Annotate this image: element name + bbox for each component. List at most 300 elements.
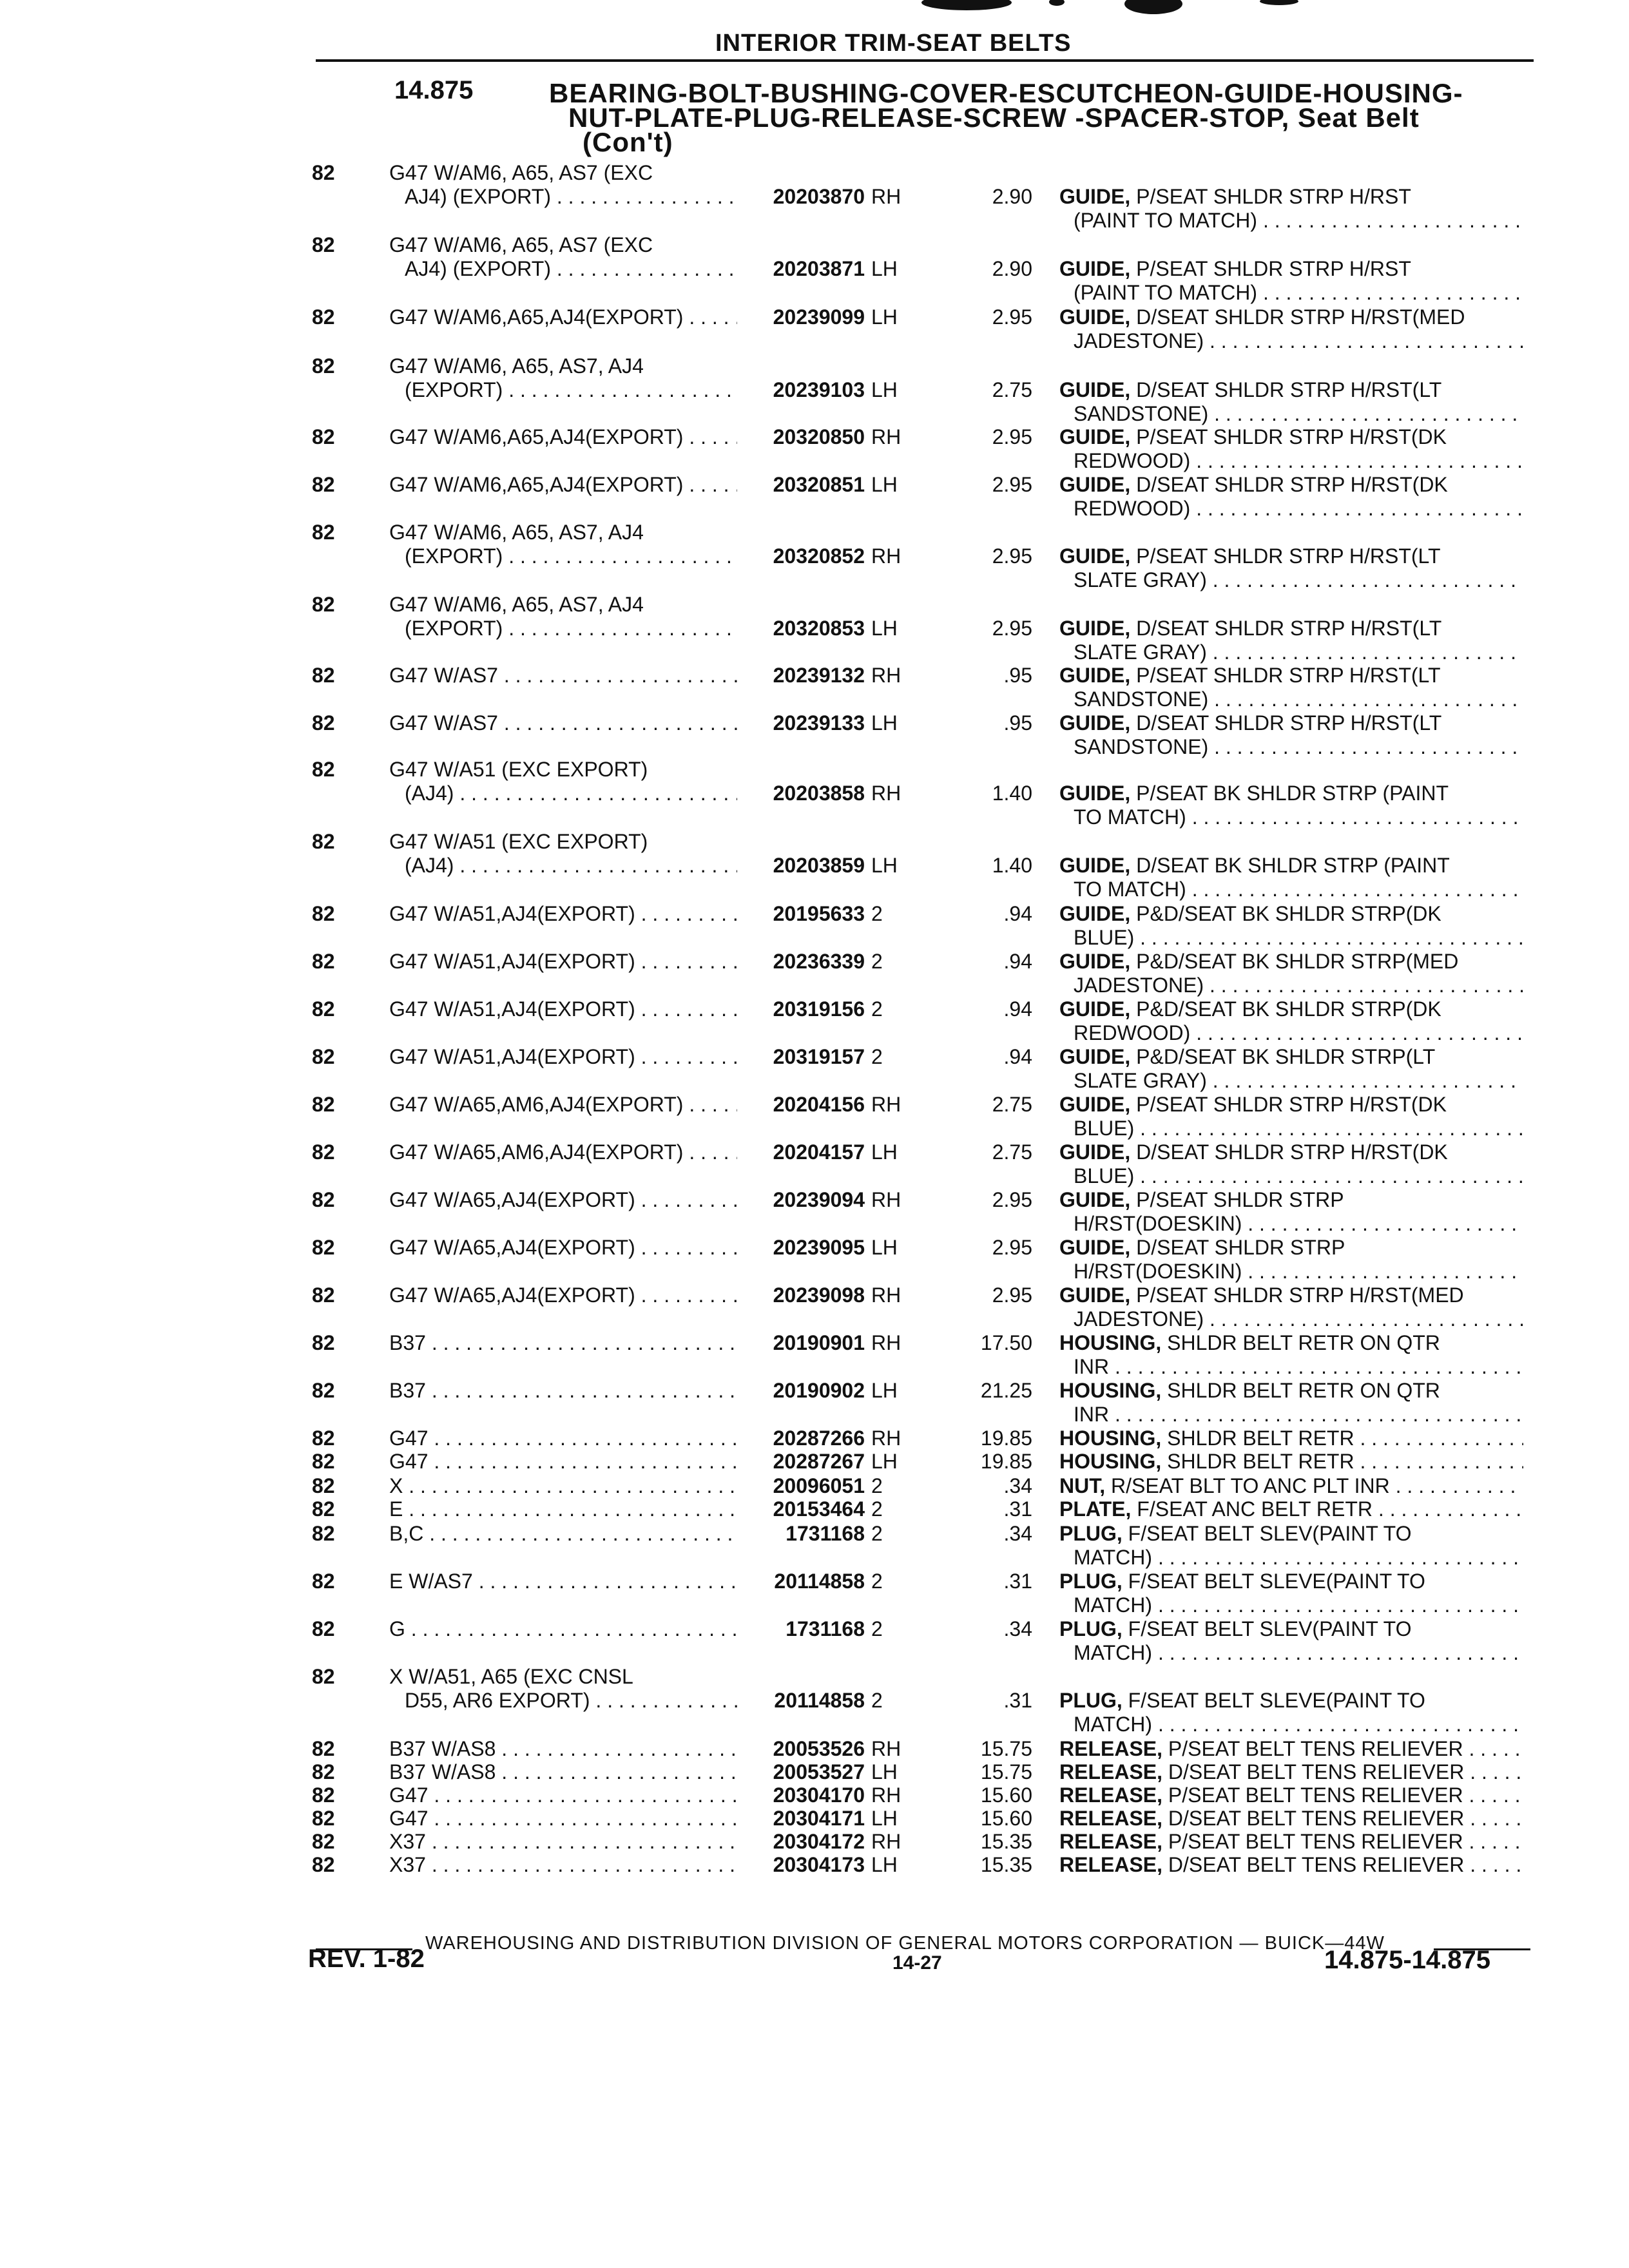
price: 19.85 (980, 1450, 1032, 1473)
quantity: 2 (871, 950, 883, 973)
usage-line1: G47 W/AS7 . . . (389, 711, 737, 735)
model-year: 82 (312, 425, 335, 448)
price: 2.90 (992, 257, 1032, 280)
price: 2.75 (992, 378, 1032, 401)
part-number: 20320853 (773, 617, 865, 640)
description-keyword: GUIDE, (1059, 617, 1131, 640)
quantity: LH (871, 854, 898, 877)
description (1059, 1522, 1523, 1570)
price: 2.95 (992, 544, 1032, 568)
description-line1 (1059, 305, 1523, 329)
part-number: 20114858 (774, 1689, 865, 1712)
table-row (0, 233, 1629, 304)
usage-text (389, 830, 737, 878)
model-year: 82 (312, 354, 335, 378)
description-line2: (PAINT TO MATCH) . . . (1059, 281, 1523, 305)
description (1059, 997, 1523, 1045)
price: .94 (1003, 950, 1032, 973)
quantity: RH (871, 1093, 901, 1116)
table-row (0, 950, 1629, 1001)
description-text: D/SEAT SHLDR STRP H/RST(MED (1130, 305, 1465, 329)
description-text: F/SEAT BELT SLEV(PAINT TO (1122, 1617, 1412, 1640)
usage-line1: G47 . . . (389, 1783, 737, 1807)
part-number: 20239094 (773, 1188, 865, 1211)
description (1059, 1783, 1523, 1807)
price: 2.95 (992, 473, 1032, 496)
usage-text (389, 305, 737, 329)
usage-text (389, 1379, 737, 1403)
usage-text (389, 1331, 737, 1355)
description-keyword: GUIDE, (1059, 711, 1131, 735)
part-number: 20053526 (773, 1737, 865, 1760)
description-text: P/SEAT SHLDR STRP H/RST(LT (1130, 544, 1441, 568)
quantity: 2 (871, 1474, 883, 1497)
description-line2: H/RST(DOESKIN) . . . (1059, 1212, 1523, 1236)
model-year: 82 (312, 1522, 335, 1545)
part-number: 20053527 (773, 1760, 865, 1783)
table-row (0, 1093, 1629, 1144)
usage-line2: (EXPORT) . . . (389, 617, 737, 640)
part-number: 20304171 (773, 1807, 865, 1830)
model-year: 82 (312, 1665, 335, 1688)
usage-line1: G47 W/A51,AJ4(EXPORT) . . . (389, 950, 737, 974)
description-line1 (1059, 997, 1523, 1021)
price: .94 (1003, 902, 1032, 925)
table-row (0, 1283, 1629, 1335)
usage-line1: B37 . . . (389, 1379, 737, 1403)
usage-line2: (AJ4) . . . (389, 854, 737, 878)
description-line1 (1059, 1427, 1523, 1450)
description (1059, 1617, 1523, 1665)
price: .95 (1003, 711, 1032, 735)
usage-text (389, 1853, 737, 1877)
usage-text (389, 664, 737, 687)
table-row (0, 830, 1629, 901)
description-keyword: GUIDE, (1059, 257, 1131, 280)
usage-text (389, 161, 737, 209)
part-number: 20203871 (773, 257, 865, 280)
description (1059, 1045, 1523, 1093)
description-line1 (1059, 1737, 1523, 1761)
description-keyword: PLUG, (1059, 1617, 1123, 1640)
quantity: LH (871, 1236, 898, 1259)
description-text: D/SEAT BK SHLDR STRP (PAINT (1130, 854, 1450, 877)
model-year: 82 (312, 830, 335, 853)
part-number: 20114858 (774, 1570, 865, 1593)
part-number: 20304170 (773, 1783, 865, 1807)
model-year: 82 (312, 593, 335, 616)
description-keyword: RELEASE, (1059, 1830, 1163, 1853)
description-text: D/SEAT SHLDR STRP H/RST(LT (1130, 378, 1442, 401)
usage-line1: B37 . . . (389, 1331, 737, 1355)
description-text: D/SEAT BELT TENS RELIEVER (1162, 1807, 1465, 1830)
usage-text (389, 1045, 737, 1069)
model-year: 82 (312, 1570, 335, 1593)
usage-line1: G47 W/AM6,A65,AJ4(EXPORT) . . . (389, 305, 737, 329)
description (1059, 257, 1523, 305)
description-text: P/SEAT SHLDR STRP (1130, 1188, 1344, 1211)
usage-text (389, 1783, 737, 1807)
table-row (0, 1853, 1629, 1905)
description-line2: SANDSTONE) . . . (1059, 735, 1523, 759)
usage-text (389, 593, 737, 640)
description-keyword: RELEASE, (1059, 1783, 1163, 1807)
table-row (0, 473, 1629, 524)
section-title-line1: BEARING-BOLT-BUSHING-COVER-ESCUTCHEON-GUIDE-HOUSING- (549, 78, 1463, 108)
description (1059, 782, 1523, 829)
usage-line1: G47 W/A51 (EXC EXPORT) (389, 830, 648, 853)
part-number: 20195633 (773, 902, 865, 925)
description-text: P/SEAT BELT TENS RELIEVER (1162, 1783, 1463, 1807)
price: .31 (1003, 1689, 1032, 1712)
description-line2: MATCH) . . . (1059, 1713, 1523, 1736)
price: 2.90 (992, 185, 1032, 208)
part-number: 20319156 (773, 997, 865, 1021)
usage-line1: B,C . . . (389, 1522, 737, 1546)
usage-line2: D55, AR6 EXPORT) . . . (389, 1689, 737, 1713)
description-line1 (1059, 473, 1523, 497)
description-line2: BLUE) . . . (1059, 926, 1523, 950)
description-keyword: GUIDE, (1059, 1045, 1131, 1068)
usage-line1: G47 W/AM6,A65,AJ4(EXPORT) . . . (389, 473, 737, 497)
quantity: 2 (871, 1497, 883, 1521)
part-number: 20239095 (773, 1236, 865, 1259)
description-line1 (1059, 185, 1523, 209)
price: 15.75 (980, 1737, 1032, 1760)
usage-text (389, 1450, 737, 1474)
description-line2: BLUE) . . . (1059, 1164, 1523, 1188)
usage-text (389, 1093, 737, 1117)
description-line2: MATCH) . . . (1059, 1641, 1523, 1665)
description-text: D/SEAT BELT TENS RELIEVER (1162, 1760, 1465, 1783)
usage-line1: G47 W/AM6, A65, AS7, AJ4 (389, 521, 644, 544)
description-line1 (1059, 950, 1523, 974)
description-keyword: HOUSING, (1059, 1331, 1162, 1354)
price: 2.95 (992, 1236, 1032, 1259)
description (1059, 1283, 1523, 1331)
description (1059, 305, 1523, 353)
description-line1 (1059, 1830, 1523, 1854)
description-line1 (1059, 257, 1523, 281)
usage-line1: G47 W/A51,AJ4(EXPORT) . . . (389, 902, 737, 926)
usage-line1: G47 . . . (389, 1807, 737, 1831)
description (1059, 617, 1523, 664)
model-year: 82 (312, 1236, 335, 1259)
usage-text (389, 997, 737, 1021)
part-number: 20239132 (773, 664, 865, 687)
description-keyword: GUIDE, (1059, 1093, 1131, 1116)
quantity: 2 (871, 1522, 883, 1545)
quantity: 2 (871, 1570, 883, 1593)
usage-line1: G47 W/AM6, A65, AS7 (EXC (389, 161, 653, 184)
table-row (0, 1617, 1629, 1669)
description-line2: TO MATCH) . . . (1059, 878, 1523, 901)
table-row (0, 664, 1629, 715)
description-line1 (1059, 1093, 1523, 1117)
usage-line1: G47 W/A51,AJ4(EXPORT) . . . (389, 997, 737, 1021)
model-year: 82 (312, 233, 335, 256)
description-line2: JADESTONE) . . . (1059, 329, 1523, 353)
usage-line1: G47 W/AM6, A65, AS7, AJ4 (389, 593, 644, 616)
quantity: RH (871, 425, 901, 448)
usage-text (389, 425, 737, 449)
part-number: 20320850 (773, 425, 865, 448)
usage-line1: G47 . . . (389, 1450, 737, 1474)
description-keyword: RELEASE, (1059, 1737, 1163, 1760)
usage-text (389, 1474, 737, 1498)
description-keyword: PLATE, (1059, 1497, 1132, 1521)
description-line2: MATCH) . . . (1059, 1593, 1523, 1617)
quantity: RH (871, 1830, 901, 1853)
price: 19.85 (980, 1427, 1032, 1450)
description-text: F/SEAT BELT SLEVE(PAINT TO (1122, 1570, 1425, 1593)
part-number: 20239099 (773, 305, 865, 329)
description-text: F/SEAT BELT SLEVE(PAINT TO (1122, 1689, 1425, 1712)
model-year: 82 (312, 521, 335, 544)
description-line1 (1059, 1379, 1523, 1403)
description-line2: (PAINT TO MATCH) . . . (1059, 209, 1523, 233)
description-text: D/SEAT SHLDR STRP H/RST(DK (1130, 1140, 1448, 1164)
description-keyword: GUIDE, (1059, 950, 1131, 973)
quantity: RH (871, 1427, 901, 1450)
description (1059, 1427, 1523, 1450)
model-year: 82 (312, 711, 335, 735)
usage-line1: E W/AS7 . . . (389, 1570, 737, 1593)
part-number: 20319157 (773, 1045, 865, 1068)
table-row (0, 997, 1629, 1049)
part-number: 1731168 (786, 1522, 865, 1545)
footer-line: WAREHOUSING AND DISTRIBUTION DIVISION OF GENERAL MOTORS CORPORATION — BUICK—44W (425, 1933, 1385, 1954)
description-keyword: NUT, (1059, 1474, 1106, 1497)
part-number: 20190902 (773, 1379, 865, 1402)
usage-line1: G47 W/A65,AM6,AJ4(EXPORT) . . . (389, 1140, 737, 1164)
description-text: P/SEAT SHLDR STRP H/RST (1130, 185, 1411, 208)
description-line1 (1059, 1783, 1523, 1807)
description-line2: SANDSTONE) . . . (1059, 402, 1523, 426)
description-line1 (1059, 1853, 1523, 1877)
quantity: LH (871, 1379, 898, 1402)
description-text: P&D/SEAT BK SHLDR STRP(LT (1130, 1045, 1436, 1068)
section-title-line3: (Con't) (583, 127, 673, 157)
part-number: 20190901 (773, 1331, 865, 1354)
description-line2: MATCH) . . . (1059, 1546, 1523, 1570)
table-row (0, 1236, 1629, 1287)
description-text: F/SEAT ANC BELT RETR (1131, 1497, 1373, 1521)
price: 15.60 (980, 1807, 1032, 1830)
usage-line1: X37 . . . (389, 1830, 737, 1854)
description (1059, 1807, 1523, 1831)
description-keyword: PLUG, (1059, 1689, 1123, 1712)
description-text: P/SEAT SHLDR STRP H/RST(DK (1130, 1093, 1447, 1116)
table-row (0, 1570, 1629, 1621)
description-keyword: RELEASE, (1059, 1760, 1163, 1783)
usage-line2: (AJ4) . . . (389, 782, 737, 805)
description-line1 (1059, 1283, 1523, 1307)
quantity: LH (871, 1760, 898, 1783)
usage-line1: B37 W/AS8 . . . (389, 1760, 737, 1784)
price: 15.60 (980, 1783, 1032, 1807)
part-number: 20236339 (773, 950, 865, 973)
section-range: 14.875-14.875 (1324, 1946, 1491, 1974)
description-keyword: GUIDE, (1059, 664, 1131, 687)
description-line1 (1059, 1570, 1523, 1593)
description-line2: REDWOOD) . . . (1059, 497, 1523, 521)
price: 2.75 (992, 1093, 1032, 1116)
model-year: 82 (312, 305, 335, 329)
part-number: 20203858 (773, 782, 865, 805)
usage-text (389, 1830, 737, 1854)
description-keyword: GUIDE, (1059, 185, 1131, 208)
table-row (0, 425, 1629, 477)
quantity: RH (871, 664, 901, 687)
price: 15.35 (980, 1853, 1032, 1876)
usage-text (389, 1570, 737, 1593)
description-text: P/SEAT BK SHLDR STRP (PAINT (1130, 782, 1449, 805)
usage-text (389, 902, 737, 926)
description (1059, 425, 1523, 473)
description (1059, 1188, 1523, 1236)
price: 2.75 (992, 1140, 1032, 1164)
part-number: 20239103 (773, 378, 865, 401)
description (1059, 1140, 1523, 1188)
quantity: LH (871, 1853, 898, 1876)
page-number: 14-27 (892, 1952, 942, 1974)
description-text: D/SEAT BELT TENS RELIEVER (1162, 1853, 1465, 1876)
usage-text (389, 473, 737, 497)
description-line2: INR . . . (1059, 1355, 1523, 1379)
description-text: SHLDR BELT RETR (1161, 1427, 1354, 1450)
part-number: 20239133 (773, 711, 865, 735)
usage-text (389, 354, 737, 402)
model-year: 82 (312, 1760, 335, 1783)
usage-line1: G47 W/A65,AJ4(EXPORT) . . . (389, 1283, 737, 1307)
model-year: 82 (312, 1853, 335, 1876)
quantity: LH (871, 473, 898, 496)
description-line2: SLATE GRAY) . . . (1059, 1069, 1523, 1093)
description (1059, 1830, 1523, 1854)
usage-line1: G47 W/A51,AJ4(EXPORT) . . . (389, 1045, 737, 1069)
quantity: RH (871, 1737, 901, 1760)
price: .31 (1003, 1497, 1032, 1521)
model-year: 82 (312, 1617, 335, 1640)
description (1059, 902, 1523, 950)
quantity: RH (871, 1783, 901, 1807)
part-number: 20304173 (773, 1853, 865, 1876)
description-line2: JADESTONE) . . . (1059, 974, 1523, 997)
description (1059, 1474, 1523, 1498)
model-year: 82 (312, 1379, 335, 1402)
description-line2: BLUE) . . . (1059, 1117, 1523, 1140)
description (1059, 544, 1523, 592)
price: .34 (1003, 1617, 1032, 1640)
description-text: SHLDR BELT RETR ON QTR (1161, 1331, 1440, 1354)
price: 17.50 (980, 1331, 1032, 1354)
description-text: P&D/SEAT BK SHLDR STRP(DK (1130, 997, 1441, 1021)
description-keyword: GUIDE, (1059, 544, 1131, 568)
description-text: P&D/SEAT BK SHLDR STRP(DK (1130, 902, 1441, 925)
usage-text (389, 1617, 737, 1641)
model-year: 82 (312, 161, 335, 184)
usage-line1: G47 W/AS7 . . . (389, 664, 737, 687)
description-line1 (1059, 1522, 1523, 1546)
price: 2.95 (992, 1283, 1032, 1307)
price: .34 (1003, 1474, 1032, 1497)
description-text: P/SEAT SHLDR STRP H/RST(MED (1130, 1283, 1464, 1307)
description (1059, 1236, 1523, 1283)
usage-line2: AJ4) (EXPORT) . . . (389, 257, 737, 281)
section-title-suffix: Seat Belt (1289, 102, 1420, 133)
part-number: 20153464 (773, 1497, 865, 1521)
description-line1 (1059, 1140, 1523, 1164)
part-number: 20287267 (773, 1450, 865, 1473)
quantity: 2 (871, 902, 883, 925)
description-text: P/SEAT BELT TENS RELIEVER (1162, 1830, 1463, 1853)
part-number: 20320852 (773, 544, 865, 568)
description (1059, 854, 1523, 901)
quantity: 2 (871, 997, 883, 1021)
model-year: 82 (312, 1830, 335, 1853)
description-keyword: GUIDE, (1059, 1283, 1131, 1307)
table-row (0, 521, 1629, 591)
quantity: RH (871, 1188, 901, 1211)
description-text: SHLDR BELT RETR (1161, 1450, 1354, 1473)
usage-line1: G47 . . . (389, 1427, 737, 1450)
usage-line1: G47 W/AM6, A65, AS7, AJ4 (389, 354, 644, 378)
description-line2: REDWOOD) . . . (1059, 449, 1523, 473)
table-row (0, 1522, 1629, 1573)
description (1059, 1737, 1523, 1761)
description-line2: SANDSTONE) . . . (1059, 687, 1523, 711)
usage-text (389, 758, 737, 805)
description-text: P&D/SEAT BK SHLDR STRP(MED (1130, 950, 1459, 973)
description-keyword: GUIDE, (1059, 782, 1131, 805)
description-keyword: HOUSING, (1059, 1379, 1162, 1402)
description-keyword: PLUG, (1059, 1522, 1123, 1545)
description-text: D/SEAT SHLDR STRP H/RST(LT (1130, 711, 1442, 735)
description-line1 (1059, 1450, 1523, 1474)
quantity: RH (871, 185, 901, 208)
description-keyword: GUIDE, (1059, 902, 1131, 925)
part-number: 20096051 (773, 1474, 865, 1497)
table-row (0, 305, 1629, 357)
model-year: 82 (312, 1093, 335, 1116)
quantity: LH (871, 617, 898, 640)
section-number: 14.875 (394, 76, 474, 104)
description-text: D/SEAT SHLDR STRP H/RST(LT (1130, 617, 1442, 640)
model-year: 82 (312, 1450, 335, 1473)
model-year: 82 (312, 473, 335, 496)
usage-line1: G47 W/A65,AJ4(EXPORT) . . . (389, 1188, 737, 1212)
price: .94 (1003, 1045, 1032, 1068)
quantity: LH (871, 257, 898, 280)
usage-line2: (EXPORT) . . . (389, 378, 737, 402)
description-text: D/SEAT SHLDR STRP H/RST(DK (1130, 473, 1448, 496)
usage-line1: X . . . (389, 1474, 737, 1498)
description-text: D/SEAT SHLDR STRP (1130, 1236, 1345, 1259)
usage-text (389, 1497, 737, 1521)
quantity: RH (871, 544, 901, 568)
usage-line1: X W/A51, A65 (EXC CNSL (389, 1665, 633, 1688)
part-number: 20204156 (773, 1093, 865, 1116)
table-row (0, 1140, 1629, 1192)
price: 15.75 (980, 1760, 1032, 1783)
usage-text (389, 1737, 737, 1761)
table-row (0, 161, 1629, 232)
model-year: 82 (312, 1427, 335, 1450)
description (1059, 950, 1523, 997)
part-number: 20287266 (773, 1427, 865, 1450)
description-keyword: RELEASE, (1059, 1853, 1163, 1876)
